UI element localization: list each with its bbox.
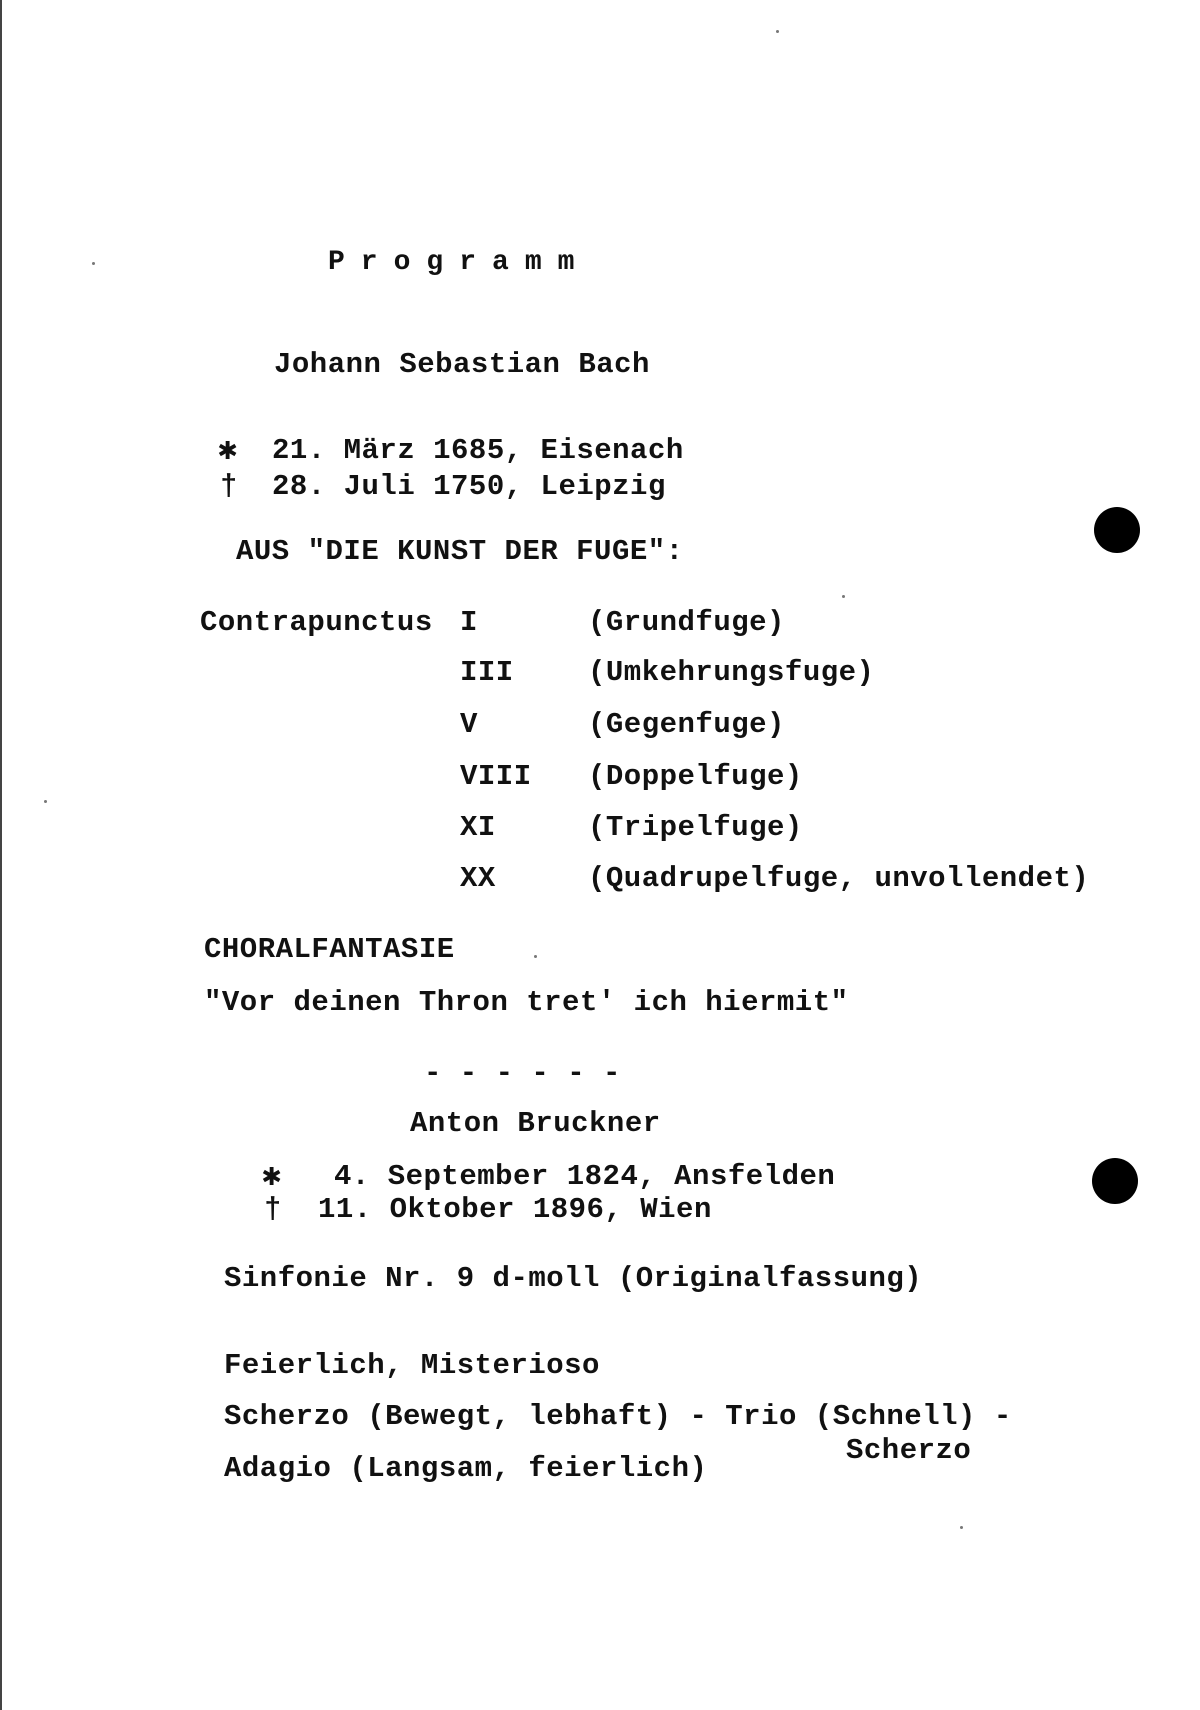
paper-speck (776, 30, 779, 33)
birth-symbol-icon: ✱ (262, 1158, 282, 1195)
piece-numeral: XX (460, 862, 496, 895)
paper-speck (960, 1526, 963, 1529)
choralfantasie-heading: CHORALFANTASIE (204, 933, 455, 966)
movement-line: Feierlich, Misterioso (224, 1349, 600, 1382)
section-separator: - - - - - - (424, 1057, 621, 1090)
piece-numeral: V (460, 708, 478, 741)
contrapunctus-label: Contrapunctus (200, 606, 433, 639)
piece-numeral: XI (460, 811, 496, 844)
movement-line: Adagio (Langsam, feierlich) (224, 1452, 708, 1485)
bach-birth: 21. März 1685, Eisenach (272, 434, 684, 467)
piece-description: (Umkehrungsfuge) (588, 656, 875, 689)
birth-symbol-icon: ✱ (218, 432, 238, 469)
paper-speck (842, 595, 845, 598)
piece-description: (Gegenfuge) (588, 708, 785, 741)
bruckner-birth: 4. September 1824, Ansfelden (334, 1160, 836, 1193)
punch-hole (1092, 1158, 1138, 1204)
choral-title: "Vor deinen Thron tret' ich hiermit" (204, 986, 849, 1019)
piece-description: (Quadrupelfuge, unvollendet) (588, 862, 1090, 895)
piece-numeral: I (460, 606, 478, 639)
bruckner-death: 11. Oktober 1896, Wien (318, 1193, 712, 1226)
punch-hole (1094, 507, 1140, 553)
bach-name: Johann Sebastian Bach (274, 348, 650, 381)
paper-speck (44, 800, 47, 803)
death-symbol-icon: † (264, 1193, 282, 1226)
page-edge (0, 0, 2, 1710)
paper-speck (534, 955, 537, 958)
paper-speck (92, 262, 95, 265)
piece-numeral: VIII (460, 760, 532, 793)
bruckner-name: Anton Bruckner (410, 1107, 661, 1140)
piece-description: (Tripelfuge) (588, 811, 803, 844)
symphony-title: Sinfonie Nr. 9 d-moll (Originalfassung) (224, 1262, 923, 1295)
kunst-der-fuge-heading: AUS "DIE KUNST DER FUGE": (236, 535, 684, 568)
movement-line: Scherzo (846, 1434, 972, 1467)
piece-numeral: III (460, 656, 514, 689)
death-symbol-icon: † (220, 470, 238, 503)
movement-line: Scherzo (Bewegt, lebhaft) - Trio (Schnell) - (224, 1400, 1012, 1433)
piece-description: (Grundfuge) (588, 606, 785, 639)
bach-death: 28. Juli 1750, Leipzig (272, 470, 666, 503)
page-title: Programm (328, 247, 591, 278)
piece-description: (Doppelfuge) (588, 760, 803, 793)
